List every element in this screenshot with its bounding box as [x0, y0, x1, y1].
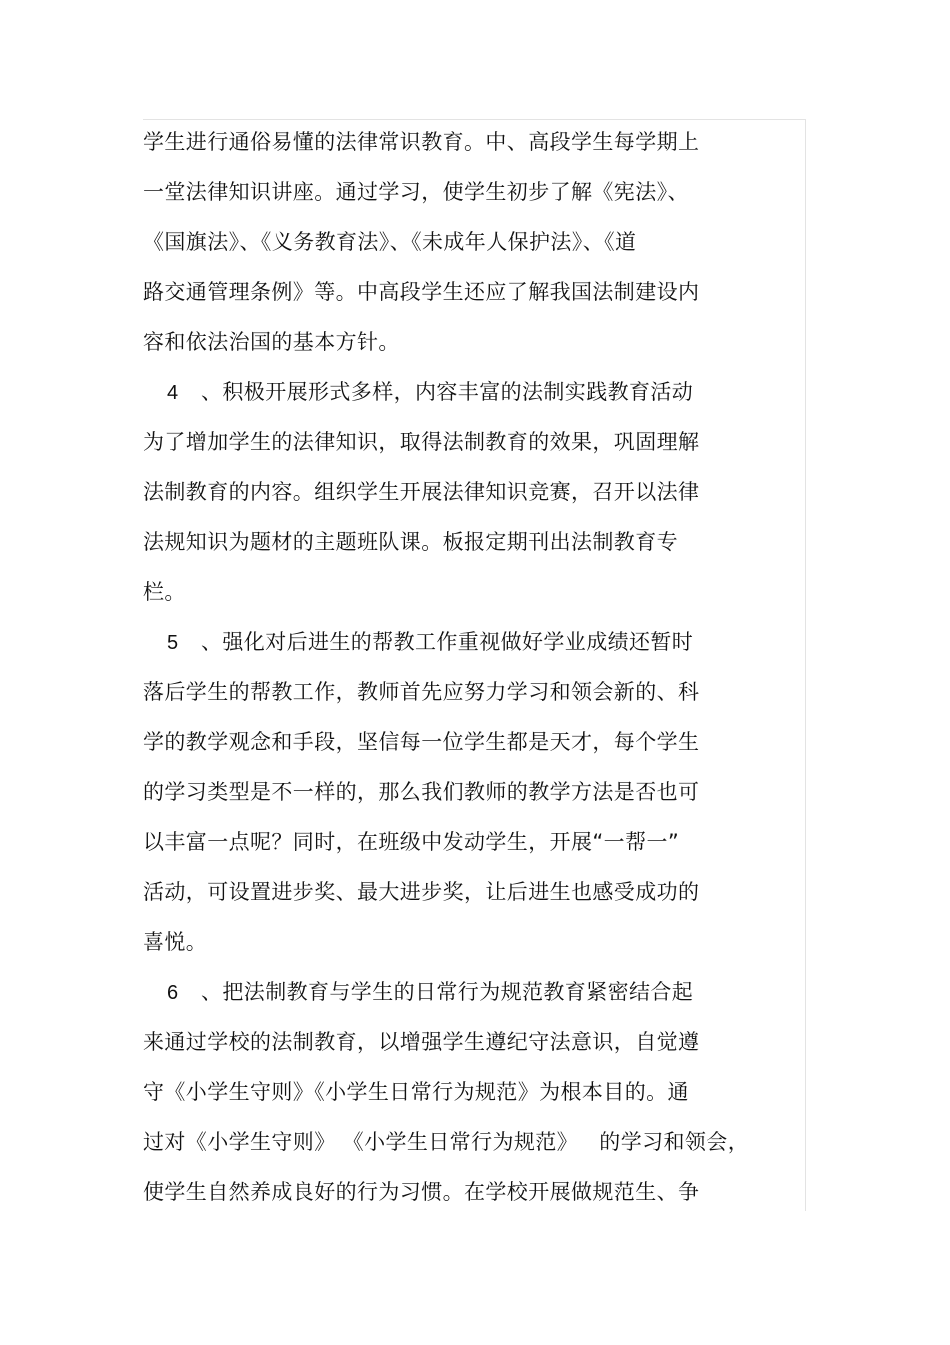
- section-5-number: 5: [167, 632, 179, 654]
- section-6-heading: [143, 967, 803, 1017]
- body-line: 路交通管理条例》等。中高段学生还应了解我国法制建设内: [143, 280, 700, 304]
- body-line: 容和依法治国的基本方针。: [143, 330, 400, 354]
- section-6-line: 守《小学生守则》《小学生日常行为规范》为根本目的。通: [143, 1080, 689, 1104]
- section-4-heading-text: 、积极开展形式多样，内容丰富的法制实践教育活动: [201, 380, 694, 404]
- section-4-number: 4: [167, 382, 179, 404]
- section-6-line: 来通过学校的法制教育，以增强学生遵纪守法意识，自觉遵: [143, 1030, 700, 1054]
- section-6-number: 6: [167, 982, 179, 1004]
- section-4-line: 法制教育的内容。组织学生开展法律知识竞赛，召开以法律: [143, 480, 700, 504]
- section-6-line: 使学生自然养成良好的行为习惯。在学校开展做规范生、争: [143, 1180, 700, 1204]
- section-5-line: 落后学生的帮教工作，教师首先应努力学习和领会新的、科: [143, 680, 700, 704]
- section-5-line: 以丰富一点呢？同时，在班级中发动学生，开展“一帮一”: [143, 830, 680, 854]
- section-4-line: 栏。: [143, 580, 186, 604]
- body-line: 一堂法律知识讲座。通过学习，使学生初步了解《宪法》、: [143, 180, 689, 204]
- body-line: 学生进行通俗易懂的法律常识教育。中、高段学生每学期上: [143, 130, 700, 154]
- section-4-heading: [143, 367, 803, 417]
- section-6-line: 过对《小学生守则》 《小学生日常行为规范》 的学习和领会，: [143, 1130, 750, 1154]
- section-5-line: 学的教学观念和手段，坚信每一位学生都是天才，每个学生: [143, 730, 700, 754]
- section-5-line: 活动，可设置进步奖、最大进步奖，让后进生也感受成功的: [143, 880, 700, 904]
- section-4-line: 法规知识为题材的主题班队课。板报定期刊出法制教育专: [143, 530, 678, 554]
- section-5-heading-text: 、强化对后进生的帮教工作重视做好学业成绩还暂时: [201, 630, 694, 654]
- section-5-line: 的学习类型是不一样的，那么我们教师的教学方法是否也可: [143, 780, 700, 804]
- document-body: [143, 117, 803, 1217]
- section-5-line: 喜悦。: [143, 930, 208, 954]
- section-6-heading-text: 、把法制教育与学生的日常行为规范教育紧密结合起: [201, 980, 694, 1004]
- section-5-heading: [143, 617, 803, 667]
- section-4-line: 为了增加学生的法律知识，取得法制教育的效果，巩固理解: [143, 430, 700, 454]
- body-line: 《国旗法》、《义务教育法》、《未成年人保护法》、《道: [143, 230, 637, 254]
